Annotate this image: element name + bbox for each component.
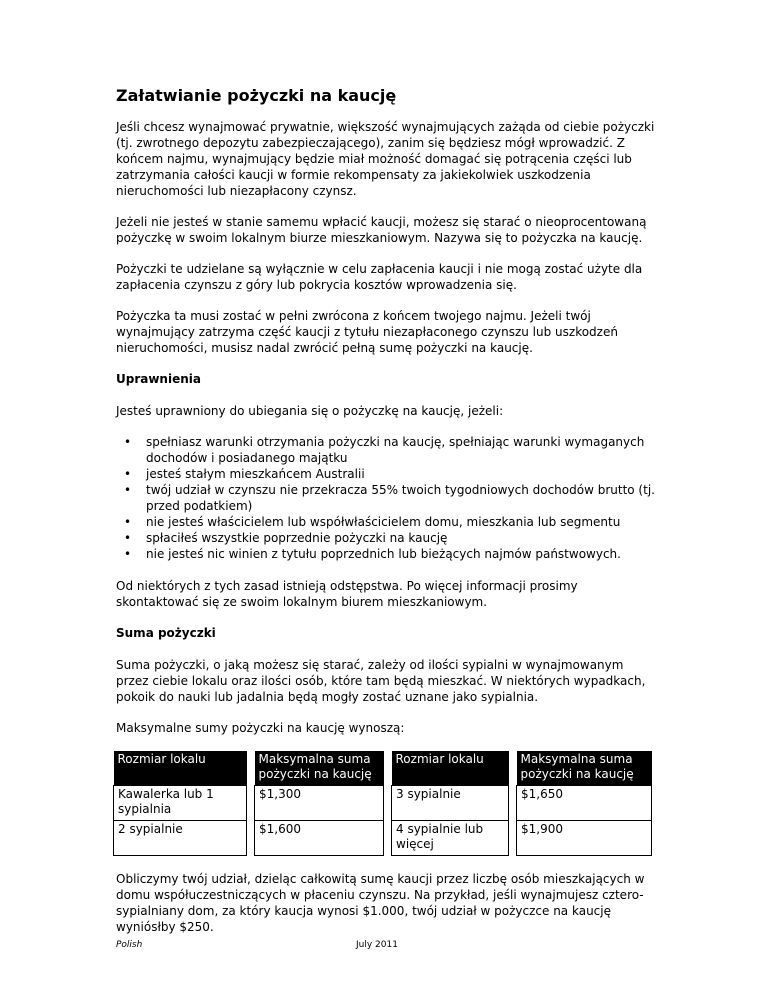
table-cell: 2 sypialnie	[114, 821, 247, 856]
closing-paragraph: Obliczymy twój udział, dzieląc całkowitą sumę kaucji przez liczbę osób mieszkających w domu współuczestniczących w płaceniu czynszu. Na przykład, jeśli wynajmujesz cztero-sypialniany dom, za który kaucja wynosi $1.000, twój udział w pożyczce na kaucję wyniósłby $250.	[116, 872, 645, 934]
table-header: Maksymalna suma pożyczki na kaucję	[517, 751, 652, 786]
intro-paragraph-3: Pożyczki te udzielane są wyłącznie w celu zapłacenia kaucji i nie mogą zostać użyte dla zapłacenia czynszu z góry lub pokrycia kosztów wprowadzenia się.	[116, 262, 643, 292]
document-body	[116, 86, 656, 950]
intro-paragraph-4: Pożyczka ta musi zostać w pełni zwrócona z końcem twojego najmu. Jeżeli twój wynajmujący zatrzyma część kaucji z tytułu niezapłaconego czynszu lub uszkodzeń nieruchomości, musisz nadal zwrócić pełną sumę pożyczki na kaucję.	[116, 309, 618, 355]
intro-paragraph-2: Jeżeli nie jesteś w stanie samemu wpłacić kaucji, możesz się starać o nieoprocentowaną pożyczkę w swoim lokalnym biurze mieszkaniowym. Nazywa się to pożyczka na kaucję.	[116, 215, 647, 245]
list-item: • jesteś stałym mieszkańcem Australii	[124, 467, 365, 481]
table-header: Maksymalna suma pożyczki na kaucję	[255, 751, 384, 786]
table-cell: 3 sypialnie	[392, 786, 509, 821]
table-header: Rozmiar lokalu	[114, 751, 247, 786]
table-cell: 4 sypialnie lub więcej	[392, 821, 509, 856]
table-cell: Kawalerka lub 1 sypialnia	[114, 786, 247, 821]
list-item: • nie jesteś właścicielem lub współwłaścicielem domu, mieszkania lub segmentu	[124, 515, 621, 529]
eligibility-lead: Jesteś uprawniony do ubiegania się o pożyczkę na kaucję, jeżeli:	[116, 404, 504, 418]
table-cell: $1,650	[517, 786, 652, 821]
list-item: • nie jesteś nic winien z tytułu poprzednich lub bieżących najmów państwowych.	[124, 547, 621, 561]
intro-paragraph-1: Jeśli chcesz wynajmować prywatnie, większość wynajmujących zażąda od ciebie pożyczki (tj. zwrotnego depozytu zabezpieczającego), zanim się będziesz mógł wprowadzić. Z końcem najmu, wynajmujący będzie miał możność domagać się potrącenia części lub zatrzymania całości kaucji w formie rekompensaty za jakiekolwiek uszkodzenia nieruchomości lub niezapłacony czynsz.	[116, 120, 655, 198]
table-header-row	[114, 751, 652, 786]
list-item: • spłaciłeś wszystkie poprzednie pożyczki na kaucję	[124, 531, 448, 545]
list-item: • twój udział w czynszu nie przekracza 55% twoich tygodniowych dochodów brutto (tj. przed podatkiem)	[124, 483, 655, 513]
bullet-icon: •	[124, 515, 132, 529]
loan-table	[113, 751, 652, 856]
bullet-icon: •	[124, 547, 132, 561]
eligibility-note: Od niektórych z tych zasad istnieją odstępstwa. Po więcej informacji prosimy skontaktować się ze swoim lokalnym biurem mieszkaniowym.	[116, 579, 578, 609]
footer-language: Polish	[116, 940, 143, 950]
list-item: • spełniasz warunki otrzymania pożyczki na kaucję, spełniając warunki wymaganych dochodów i posiadanego majątku	[124, 435, 645, 465]
table-cell: $1,300	[255, 786, 384, 821]
table-cell: $1,900	[517, 821, 652, 856]
table-header: Rozmiar lokalu	[392, 751, 509, 786]
loan-amount-text: Suma pożyczki, o jaką możesz się starać, zależy od ilości sypialni w wynajmowanym przez ciebie lokalu oraz ilości osób, które tam będą mieszkać. W niektórych wypadkach, pokoik do nauki lub jadalnia będą mogły zostać uznane jako sypialnia.	[116, 658, 646, 704]
table-row	[114, 821, 652, 856]
page-title: Załatwianie pożyczki na kaucję	[116, 86, 397, 105]
bullet-icon: •	[124, 467, 132, 481]
loan-amount-heading: Suma pożyczki	[116, 626, 216, 640]
bullet-icon: •	[124, 435, 132, 449]
eligibility-heading: Uprawnienia	[116, 372, 201, 386]
bullet-icon: •	[124, 483, 132, 497]
bullet-icon: •	[124, 531, 132, 545]
table-cell: $1,600	[255, 821, 384, 856]
table-row	[114, 786, 652, 821]
table-intro: Maksymalne sumy pożyczki na kaucję wynoszą:	[116, 721, 405, 735]
eligibility-list	[116, 434, 656, 562]
footer-date: July 2011	[356, 940, 398, 950]
